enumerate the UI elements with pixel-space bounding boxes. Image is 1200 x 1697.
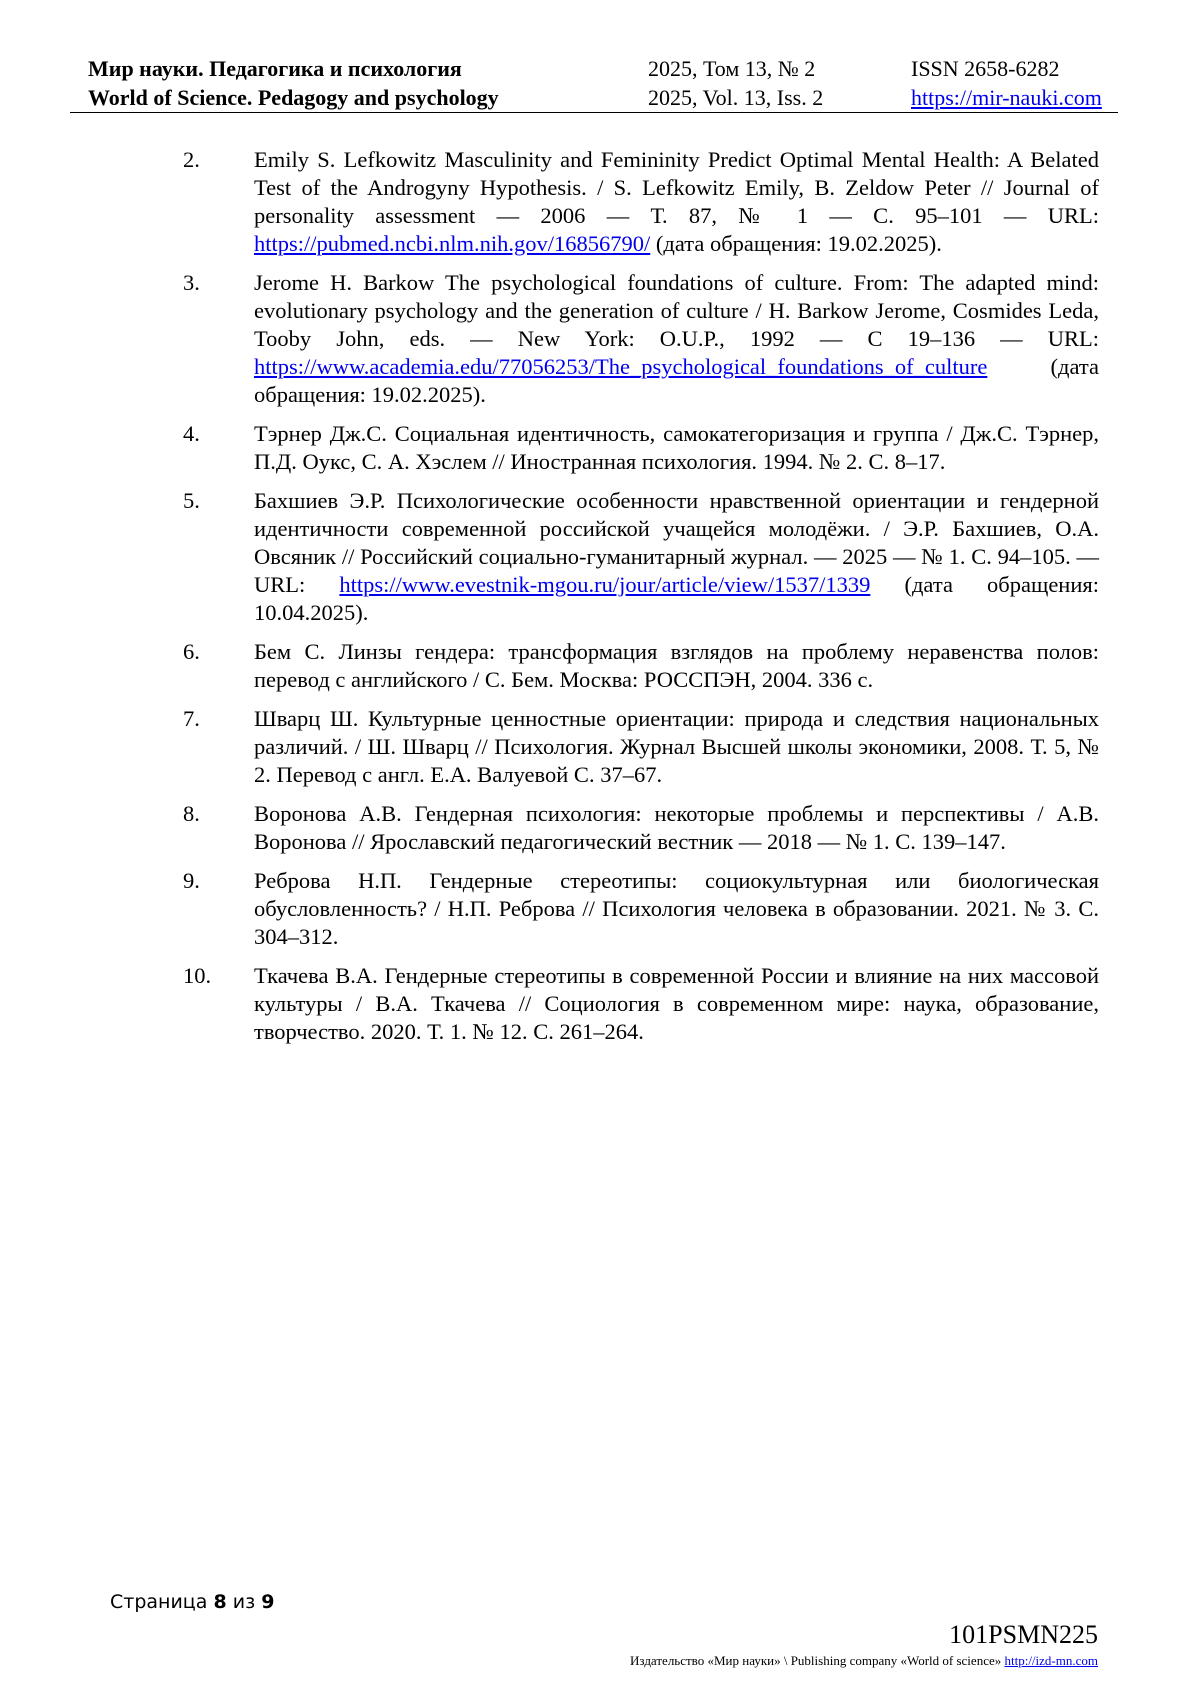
reference-item [183, 146, 1099, 258]
reference-text: Ткачева В.А. Гендерные стереотипы в современной России и влияние на них массовой культуры / В.А. Ткачева // Социология в современном мире: наука, образование, творчество. 2020. Т. 1. № 12. С. 261–264. [254, 963, 1099, 1044]
reference-number: 3. [183, 270, 200, 295]
reference-item [183, 800, 1099, 856]
issue-block [648, 54, 823, 112]
journal-title-block [88, 54, 499, 112]
reference-number: 10. [183, 963, 212, 988]
reference-text: Воронова А.В. Гендерная психология: некоторые проблемы и перспективы / А.В. Воронова // Ярославский педагогический вестник — 2018 — № 1. С. 139–147. [254, 801, 1099, 854]
reference-text: Бем С. Линзы гендера: трансформация взглядов на проблему неравенства полов: перевод с английского / С. Бем. Москва: РОССПЭН, 2004. 336 с. [254, 639, 1099, 692]
reference-text: Бахшиев Э.Р. Психологические особенности нравственной ориентации и гендерной идентичности современной российской учащейся молодёжи. / Э.Р. Бахшиев, О.А. Овсяник // Российский социально-гуманитарный журнал. — 2025 — № 1. С. 94–105. — URL: https://www.evestnik-mgou.ru/jour/article/view/1537/1339 (дата обращения: 10.04.2025). [254, 488, 1099, 625]
reference-number: 2. [183, 147, 200, 172]
reference-item [183, 705, 1099, 789]
reference-item [183, 962, 1099, 1046]
reference-number: 6. [183, 639, 200, 664]
page-total: 9 [261, 1591, 275, 1613]
reference-text: Jerome H. Barkow The psychological foundations of culture. From: The adapted mind: evolutionary psychology and the generation of culture / H. Barkow Jerome, Cosmides Leda, Tooby John, eds. — New York: O.U.P., 1992 — С 19–136 — URL: https://www.academia.edu/77056253/The_psychological_foundations_of_culture (дата обращения: 19.02.2025). [254, 270, 1099, 407]
reference-number: 5. [183, 488, 200, 513]
reference-number: 4. [183, 421, 200, 446]
journal-site-link[interactable]: https://mir-nauki.com [911, 85, 1102, 110]
reference-number: 8. [183, 801, 200, 826]
reference-text: Тэрнер Дж.С. Социальная идентичность, самокатегоризация и группа / Дж.С. Тэрнер, П.Д. Оукс, С. А. Хэслем // Иностранная психология. 1994. № 2. С. 8–17. [254, 421, 1099, 474]
publisher-line [630, 1653, 1098, 1669]
reference-item [183, 269, 1099, 409]
page-of: из [232, 1591, 256, 1613]
reference-item [183, 487, 1099, 627]
publisher-link[interactable]: http://izd-mn.com [1004, 1653, 1098, 1668]
reference-item [183, 867, 1099, 951]
page-word: Страница [110, 1591, 208, 1613]
article-code: 101PSMN225 [949, 1620, 1098, 1649]
publisher-text: Издательство «Мир науки» \ Publishing company «World of science» [630, 1653, 1005, 1668]
reference-list [183, 146, 1099, 1057]
reference-item [183, 420, 1099, 476]
reference-text: Реброва Н.П. Гендерные стереотипы: социокультурная или биологическая обусловленность? / Н.П. Реброва // Психология человека в образовании. 2021. № 3. С. 304–312. [254, 868, 1099, 949]
issn: ISSN 2658-6282 [911, 56, 1060, 81]
reference-text: Шварц Ш. Культурные ценностные ориентации: природа и следствия национальных различий. / Ш. Шварц // Психология. Журнал Высшей школы экономики, 2008. Т. 5, № 2. Перевод с англ. Е.А. Валуевой С. 37–67. [254, 706, 1099, 787]
reference-link[interactable]: https://www.evestnik-mgou.ru/jour/article/view/1537/1339 [339, 572, 871, 597]
reference-link[interactable]: https://www.academia.edu/77056253/The_psychological_foundations_of_culture [254, 354, 988, 379]
issue-en: 2025, Vol. 13, Iss. 2 [648, 85, 824, 110]
running-header [70, 54, 1118, 113]
page-current: 8 [213, 1591, 227, 1613]
reference-number: 9. [183, 868, 200, 893]
reference-text: Emily S. Lefkowitz Masculinity and Femininity Predict Optimal Mental Health: A Belated Test of the Androgyny Hypothesis. / S. Lefkowitz Emily, B. Zeldow Peter // Journal of personality assessment — 2006 — Т. 87, № 1 — С. 95–101 — URL: https://pubmed.ncbi.nlm.nih.gov/16856790/ (дата обращения: 19.02.2025). [254, 147, 1099, 256]
journal-title-en: World of Science. Pedagogy and psychology [88, 85, 499, 110]
issn-block [911, 54, 1102, 112]
journal-title-ru: Мир науки. Педагогика и психология [88, 56, 462, 81]
issue-ru: 2025, Том 13, № 2 [648, 56, 816, 81]
page-number [110, 1591, 274, 1613]
reference-link[interactable]: https://pubmed.ncbi.nlm.nih.gov/16856790/ [254, 231, 651, 256]
reference-item [183, 638, 1099, 694]
reference-number: 7. [183, 706, 200, 731]
